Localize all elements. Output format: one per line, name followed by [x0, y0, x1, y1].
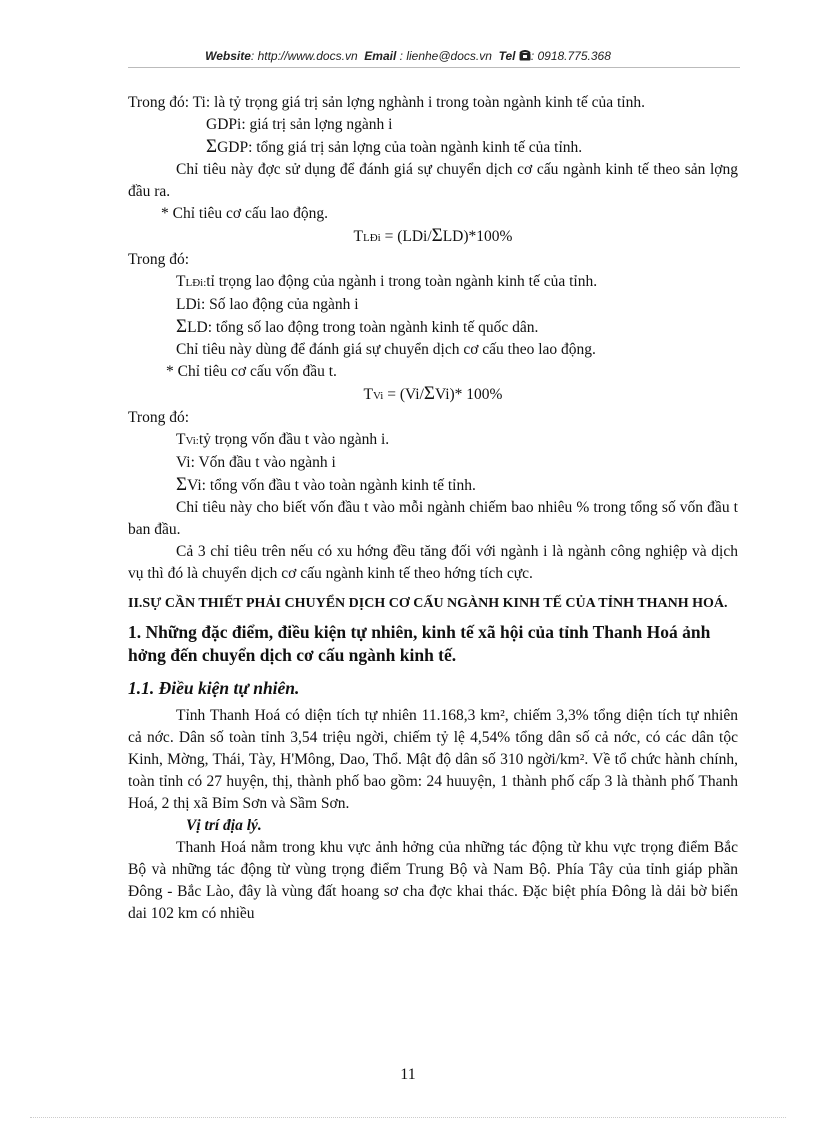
email-label: Email: [364, 49, 397, 63]
paragraph: [128, 136, 738, 159]
formula-subscript: LĐi: [362, 232, 381, 244]
website-label: Website: [205, 49, 251, 63]
paragraph: Tỉnh Thanh Hoá có diện tích tự nhiên 11.168,3 km², chiếm 3,3% tổng diện tích tự nhiên cả nớc. Dân số toàn tỉnh 3,54 triệu ngời, chiếm tỷ lệ 4,54% tổng dân số cả nớc, có các dân tộc Kinh, Mờng, Thái, Tày, H'Mông, Dao, Thổ. Mật độ dân số 310 ngời/km². Về tổ chức hành chính, toàn tỉnh có 27 huyện, thị, thành phố bao gồm: 24 huuyện, 1 thành phố cấp 3 là thành phố Thanh Hoá, 2 thị xã Bỉm Sơn và Sầm Sơn.: [128, 707, 738, 812]
formula-part: LD)*100%: [442, 228, 513, 245]
formula-capital: [128, 383, 738, 407]
phone-icon: [519, 50, 531, 61]
header-divider: [128, 67, 740, 68]
sigma-symbol: Σ: [423, 383, 435, 404]
paragraph: [128, 271, 738, 294]
page-header: [0, 49, 816, 63]
paragraph: Trong đó: Ti: là tỷ trọng giá trị sản lợng nghành i trong toàn ngành kinh tế của tỉnh.: [128, 94, 645, 111]
email-link[interactable]: : lienhe@docs.vn: [399, 49, 492, 63]
subsubsection-heading: 1.1. Điều kiện tự nhiên.: [128, 678, 300, 698]
paragraph-text: LD: tổng số lao động trong toàn ngành kinh tế quốc dân.: [187, 319, 539, 336]
formula-subscript: Vi: [373, 390, 384, 402]
subsection-heading: 1. Những đặc điểm, điều kiện tự nhiên, kinh tế xã hội của tỉnh Thanh Hoá ảnh hởng đến chuyển dịch cơ cấu ngành kinh tế.: [128, 622, 711, 665]
formula-subscript: LĐi:: [185, 277, 207, 289]
paragraph: Cả 3 chỉ tiêu trên nếu có xu hớng đều tăng đối với ngành i là ngành công nghiệp và dịch vụ thì đó là chuyển dịch cơ cấu ngành kinh tế theo hớng tích cực.: [128, 543, 738, 582]
paragraph: Vi: Vốn đầu t vào ngành i: [176, 454, 336, 471]
formula-labor: [128, 225, 738, 249]
paragraph: [128, 316, 738, 339]
formula-part: = (LDi/: [380, 228, 432, 245]
paragraph: [128, 474, 738, 497]
formula-part: = (Vi/: [383, 386, 424, 403]
paragraph-text: GDP: tổng giá trị sản lợng của toàn ngành kinh tế của tỉnh.: [217, 139, 583, 156]
formula-symbol: T: [353, 228, 363, 245]
page-number: 11: [400, 1066, 416, 1083]
formula-part: Vi)* 100%: [434, 386, 503, 403]
paragraph: Chỉ tiêu này dùng để đánh giá sự chuyển dịch cơ cấu theo lao động.: [176, 341, 596, 358]
paragraph-text: tỷ trọng vốn đầu t vào ngành i.: [198, 431, 390, 448]
paragraph: * Chỉ tiêu cơ cấu vốn đầu t.: [166, 363, 337, 380]
sigma-symbol: Σ: [176, 316, 188, 337]
document-body: [128, 92, 738, 925]
inline-heading: Vị trí địa lý.: [186, 817, 262, 834]
paragraph: GDPi: giá trị sản lợng ngành i: [206, 116, 393, 133]
formula-symbol: T: [363, 386, 373, 403]
website-link[interactable]: : http://www.docs.vn: [250, 49, 358, 63]
paragraph-text: Vi: tổng vốn đầu t vào toàn ngành kinh tế tỉnh.: [187, 477, 476, 494]
paragraph: Trong đó:: [128, 409, 190, 426]
paragraph: Trong đó:: [128, 251, 190, 268]
paragraph: [128, 429, 738, 452]
tel-value: : 0918.775.368: [530, 49, 611, 63]
paragraph: Chỉ tiêu này cho biết vốn đầu t vào mỗi ngành chiếm bao nhiêu % trong tổng số vốn đầu t ban đầu.: [128, 499, 738, 538]
section-heading: II.SỰ CẦN THIẾT PHẢI CHUYỂN DỊCH CƠ CẤU NGÀNH KINH TẾ CỦA TỈNH THANH HOÁ.: [128, 596, 728, 611]
formula-symbol: T: [176, 431, 186, 448]
sigma-symbol: Σ: [176, 474, 188, 495]
paragraph: LDi: Số lao động của ngành i: [176, 296, 359, 313]
sigma-symbol: Σ: [206, 136, 218, 157]
sigma-symbol: Σ: [431, 225, 443, 246]
tel-label: Tel: [498, 49, 516, 63]
formula-symbol: T: [176, 273, 186, 290]
page-bottom-divider: [30, 1117, 786, 1118]
paragraph: * Chỉ tiêu cơ cấu lao động.: [161, 205, 329, 222]
paragraph: Chỉ tiêu này đợc sử dụng để đánh giá sự chuyển dịch cơ cấu ngành kinh tế theo sản lợng đầu ra.: [128, 161, 738, 200]
paragraph: Thanh Hoá nằm trong khu vực ảnh hởng của những tác động từ khu vực trọng điểm Bắc Bộ và những tác động từ vùng trọng điểm Trung Bộ và Nam Bộ. Phía Tây của tỉnh giáp phần Đông - Bắc Lào, đây là vùng đất hoang sơ cha đợc khai thác. Đặc biệt phía Đông là dải bờ biển dai 102 km có nhiều: [128, 839, 738, 922]
formula-subscript: Vi:: [185, 435, 199, 447]
paragraph-text: tỉ trọng lao động của ngành i trong toàn ngành kinh tế của tỉnh.: [206, 273, 598, 290]
